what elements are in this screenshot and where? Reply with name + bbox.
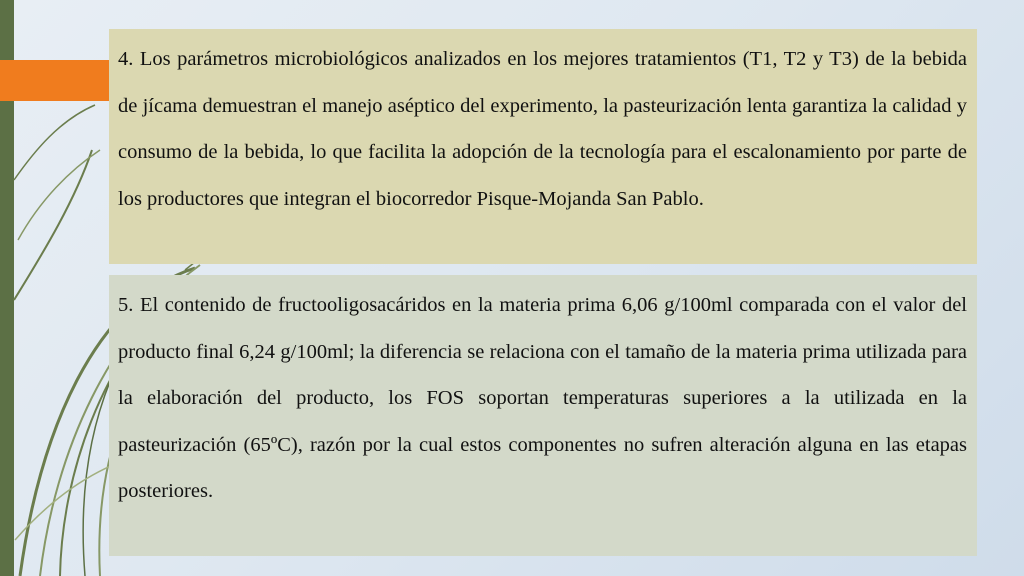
text-box-point-4	[109, 29, 977, 264]
orange-accent-block	[0, 60, 110, 101]
text-box-point-5	[109, 275, 977, 556]
paragraph-point-5: 5. El contenido de fructooligosacáridos en la materia prima 6,06 g/100ml comparada con el valor del producto final 6,24 g/100ml; la diferencia se relaciona con el tamaño de la materia prima utilizada para la elaboración del producto, los FOS soportan temperaturas superiores a la utilizada en la pasteurización (65ºC), razón por la cual estos componentes no sufren alteración alguna en las etapas posteriores.	[118, 294, 967, 502]
paragraph-point-4: 4. Los parámetros microbiológicos analizados en los mejores tratamientos (T1, T2 y T3) de la bebida de jícama demuestran el manejo aséptico del experimento, la pasteurización lenta garantiza la calidad y consumo de la bebida, lo que facilita la adopción de la tecnología para el escalonamiento por parte de los productores que integran el biocorredor Pisque-Mojanda San Pablo.	[118, 48, 967, 210]
